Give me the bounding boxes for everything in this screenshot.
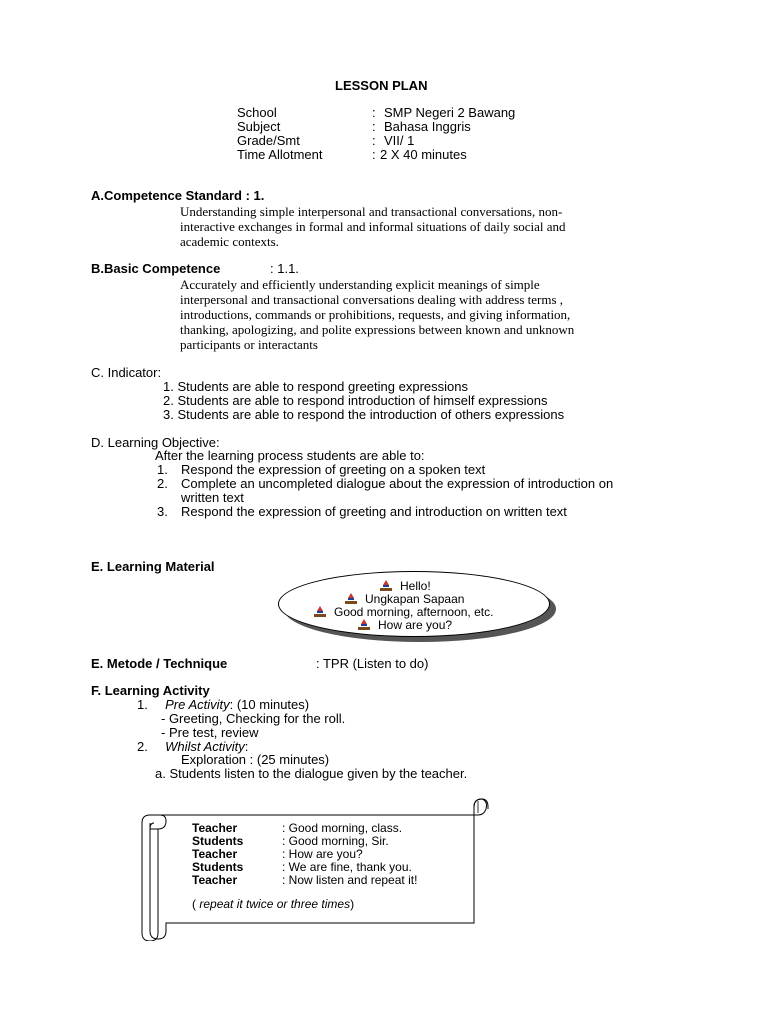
bubble-item — [314, 605, 493, 619]
dialogue-speaker: Teacher — [192, 821, 238, 835]
dialogue-text: : Good morning, Sir. — [282, 834, 389, 848]
objective-number: 2. — [157, 476, 168, 491]
objective-text: Respond the expression of greeting and introduction on written text — [181, 504, 567, 519]
bubble-text: Hello! — [400, 579, 431, 593]
section-d-intro: After the learning process students are able to: — [155, 448, 425, 463]
section-method-value: : TPR (Listen to do) — [316, 656, 429, 671]
info-sep: : — [372, 147, 376, 162]
dialogue-speaker: Students — [192, 860, 244, 874]
dialogue-text: : We are fine, thank you. — [282, 860, 412, 874]
info-value-subject: Bahasa Inggris — [384, 119, 471, 134]
dialogue-text: : How are you? — [282, 847, 363, 861]
info-sep: : — [372, 133, 376, 148]
pre-activity-label: Pre Activity — [165, 697, 230, 712]
section-b-heading: B.Basic Competence — [91, 261, 221, 276]
section-method-heading: E. Metode / Technique — [91, 656, 228, 671]
note-text: repeat it twice or three times — [199, 897, 351, 911]
objective-text: Respond the expression of greeting on a spoken text — [181, 462, 486, 477]
dialogue-note — [192, 898, 354, 911]
objective-text: Complete an uncompleted dialogue about the expression of introduction on — [181, 476, 614, 491]
info-label-time: Time Allotment — [237, 147, 323, 162]
bullet-icon — [380, 580, 392, 591]
bullet-icon — [314, 606, 326, 617]
pre-activity — [137, 698, 309, 712]
bubble-text: Ungkapan Sapaan — [365, 592, 465, 606]
pre-activity-item: - Greeting, Checking for the roll. — [161, 711, 346, 726]
note-open: ( — [192, 897, 200, 911]
indicator-item: 2. Students are able to respond introduction of himself expressions — [163, 393, 548, 408]
section-b-line: thanking, apologizing, and polite expressions between known and unknown — [180, 322, 575, 337]
note-close: ) — [350, 897, 355, 911]
section-f-heading: F. Learning Activity — [91, 683, 210, 698]
bubble-item — [345, 592, 464, 606]
pre-activity-item: - Pre test, review — [161, 725, 259, 740]
bubble-text: How are you? — [378, 618, 453, 632]
bullet-icon — [358, 619, 370, 630]
dialogue-speaker: Teacher — [192, 847, 238, 861]
info-label-school: School — [237, 105, 277, 120]
objective-number: 3. — [157, 504, 168, 519]
section-b-line: participants or interactants — [180, 337, 318, 352]
exploration: Exploration : (25 minutes) — [181, 752, 330, 767]
section-a-line: interactive exchanges in formal and informal situations of daily social and — [180, 219, 566, 234]
pre-activity-number: 1. — [137, 697, 148, 712]
dialogue-text: : Good morning, class. — [282, 821, 403, 835]
info-sep: : — [372, 119, 376, 134]
indicator-item: 3. Students are able to respond the introduction of others expressions — [163, 407, 565, 422]
indicator-item: 1. Students are able to respond greeting expressions — [163, 379, 468, 394]
info-value-school: SMP Negeri 2 Bawang — [384, 105, 516, 120]
section-d-heading: D. Learning Objective: — [91, 435, 220, 450]
bullet-icon — [345, 593, 357, 604]
section-b-line: interpersonal and transactional conversations dealing with address terms , — [180, 292, 564, 307]
whilst-activity-label: Whilst Activity — [165, 739, 245, 754]
section-a-line: Understanding simple interpersonal and transactional conversations, non- — [180, 204, 563, 219]
info-label-grade: Grade/Smt — [237, 133, 300, 148]
section-a-heading: A.Competence Standard : 1. — [91, 188, 265, 203]
bubble-text: Good morning, afternoon, etc. — [334, 605, 494, 619]
objective-number: 1. — [157, 462, 168, 477]
dialogue-speaker: Students — [192, 834, 244, 848]
info-value-time: 2 X 40 minutes — [380, 147, 467, 162]
section-a-line: academic contexts. — [180, 234, 279, 249]
bubble-item — [358, 618, 452, 632]
section-b-line: Accurately and efficiently understanding explicit meanings of simple — [180, 277, 540, 292]
info-label-subject: Subject — [237, 119, 281, 134]
section-b-line: introductions, commands or prohibitions, requests, and giving information, — [180, 307, 571, 322]
pre-activity-time: : (10 minutes) — [229, 697, 310, 712]
info-value-grade: VII/ 1 — [384, 133, 415, 148]
whilst-activity-colon: : — [244, 739, 249, 754]
dialogue-speaker: Teacher — [192, 873, 238, 887]
whilst-activity-number: 2. — [137, 739, 148, 754]
bubble-item — [380, 579, 431, 593]
objective-text: written text — [181, 490, 244, 505]
dialogue-text: : Now listen and repeat it! — [282, 873, 418, 887]
page-title: LESSON PLAN — [335, 78, 428, 93]
section-b-code: : 1.1. — [270, 261, 299, 276]
section-c-heading: C. Indicator: — [91, 365, 162, 380]
step-a: a. Students listen to the dialogue given by the teacher. — [155, 766, 468, 781]
info-sep: : — [372, 105, 376, 120]
section-e-heading: E. Learning Material — [91, 559, 215, 574]
